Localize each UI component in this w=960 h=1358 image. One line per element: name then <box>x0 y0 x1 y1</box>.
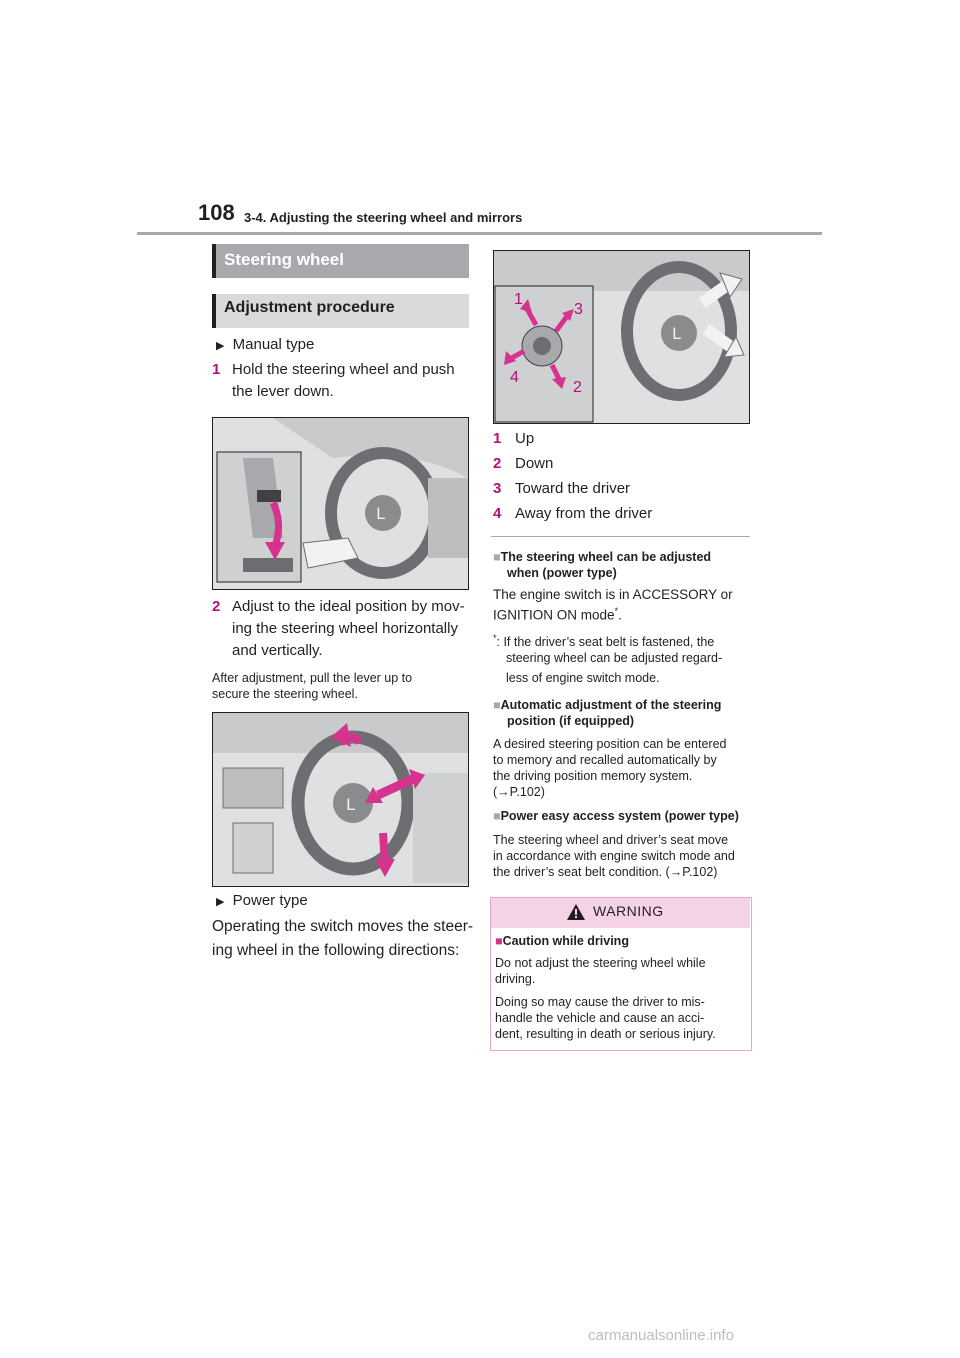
note2-body-line1: A desired steering position can be entered <box>493 737 727 751</box>
note1-body-line2: IGNITION ON mode*. <box>493 606 622 623</box>
warning-p2-line3: dent, resulting in death or serious injury. <box>495 1027 716 1041</box>
square-bullet-icon: ■ <box>493 698 501 712</box>
step1-line1: Hold the steering wheel and push <box>232 361 455 378</box>
notes-divider <box>491 536 750 537</box>
warning-subtitle: ■Caution while driving <box>495 934 629 948</box>
figure-label-2: 2 <box>573 379 582 396</box>
step2-line2: ing the steering wheel horizontally <box>232 620 458 637</box>
subsection-title: Adjustment procedure <box>224 299 395 316</box>
manual-type-label: Manual type <box>232 336 315 353</box>
note2-body-line4[interactable]: (→P.102) <box>493 785 545 799</box>
note3-body-line3: the driver’s seat belt condition. (→P.102) <box>493 865 718 879</box>
note3-title: ■Power easy access system (power type) <box>493 809 739 823</box>
direction-number: 3 <box>493 480 502 497</box>
step2-number: 2 <box>212 598 221 615</box>
warning-title: WARNING <box>593 903 664 919</box>
after-adjust-line1: After adjustment, pull the lever up to <box>212 671 413 685</box>
note1-title-line1: ■The steering wheel can be adjusted <box>493 550 712 564</box>
note3-body-line2: in accordance with engine switch mode and <box>493 849 735 863</box>
note1-footnote-line1: *: If the driver’s seat belt is fastened, the <box>493 633 715 650</box>
step1-number: 1 <box>212 361 221 378</box>
figure-label-4: 4 <box>510 369 519 386</box>
svg-text:L: L <box>346 795 355 814</box>
power-type-label: Power type <box>232 892 308 909</box>
note1-body-line1: The engine switch is in ACCESSORY or <box>493 587 733 602</box>
watermark: carmanualsonline.info <box>588 1327 734 1344</box>
warning-triangle-icon <box>566 903 586 926</box>
note2-body-line3: the driving position memory system. <box>493 769 693 783</box>
triangle-bullet-icon: ▶ <box>216 340 225 352</box>
direction-text: Away from the driver <box>515 505 653 522</box>
note2-title-line1: ■Automatic adjustment of the steering <box>493 698 722 712</box>
step1-line2: the lever down. <box>232 383 334 400</box>
chapter-title: 3-4. Adjusting the steering wheel and mirrors <box>244 210 523 225</box>
warning-p1-line1: Do not adjust the steering wheel while <box>495 956 706 970</box>
svg-text:L: L <box>672 324 681 343</box>
direction-number: 1 <box>493 430 502 447</box>
operating-line1: Operating the switch moves the steer- <box>212 918 474 935</box>
warning-p2-line2: handle the vehicle and cause an acci- <box>495 1011 705 1025</box>
warning-p2-line1: Doing so may cause the driver to mis- <box>495 995 705 1009</box>
svg-text:L: L <box>376 504 385 523</box>
square-bullet-icon: ■ <box>495 934 503 948</box>
power-type-row <box>216 890 308 913</box>
power-switch-figure <box>493 250 750 424</box>
page-number: 108 <box>198 200 235 225</box>
operating-line2: ing wheel in the following directions: <box>212 942 460 959</box>
step2-line3: and vertically. <box>232 642 323 659</box>
note1-footnote-line3: less of engine switch mode. <box>506 671 660 685</box>
direction-number: 2 <box>493 455 502 472</box>
section-title: Steering wheel <box>224 250 344 269</box>
note1-title-line2: when (power type) <box>507 566 617 580</box>
figure-label-1: 1 <box>514 291 523 308</box>
figure-label-3: 3 <box>574 301 583 318</box>
manual-type-row <box>216 334 314 357</box>
manual-lever-figure <box>212 417 469 590</box>
triangle-bullet-icon: ▶ <box>216 896 225 908</box>
direction-text: Up <box>515 430 535 447</box>
square-bullet-icon: ■ <box>493 809 501 823</box>
header-rule <box>137 232 822 235</box>
note3-body-line1: The steering wheel and driver’s seat move <box>493 833 729 847</box>
after-adjust-line2: secure the steering wheel. <box>212 687 358 701</box>
warning-p1-line2: driving. <box>495 972 536 986</box>
note2-body-line2: to memory and recalled automatically by <box>493 753 717 767</box>
note1-footnote-line2: steering wheel can be adjusted regard- <box>506 651 723 665</box>
square-bullet-icon: ■ <box>493 550 501 564</box>
direction-text: Toward the driver <box>515 480 631 497</box>
note2-title-line2: position (if equipped) <box>507 714 635 728</box>
manual-adjust-figure <box>212 712 469 887</box>
step2-line1: Adjust to the ideal position by mov- <box>232 598 465 615</box>
direction-number: 4 <box>493 505 502 522</box>
direction-text: Down <box>515 455 554 472</box>
